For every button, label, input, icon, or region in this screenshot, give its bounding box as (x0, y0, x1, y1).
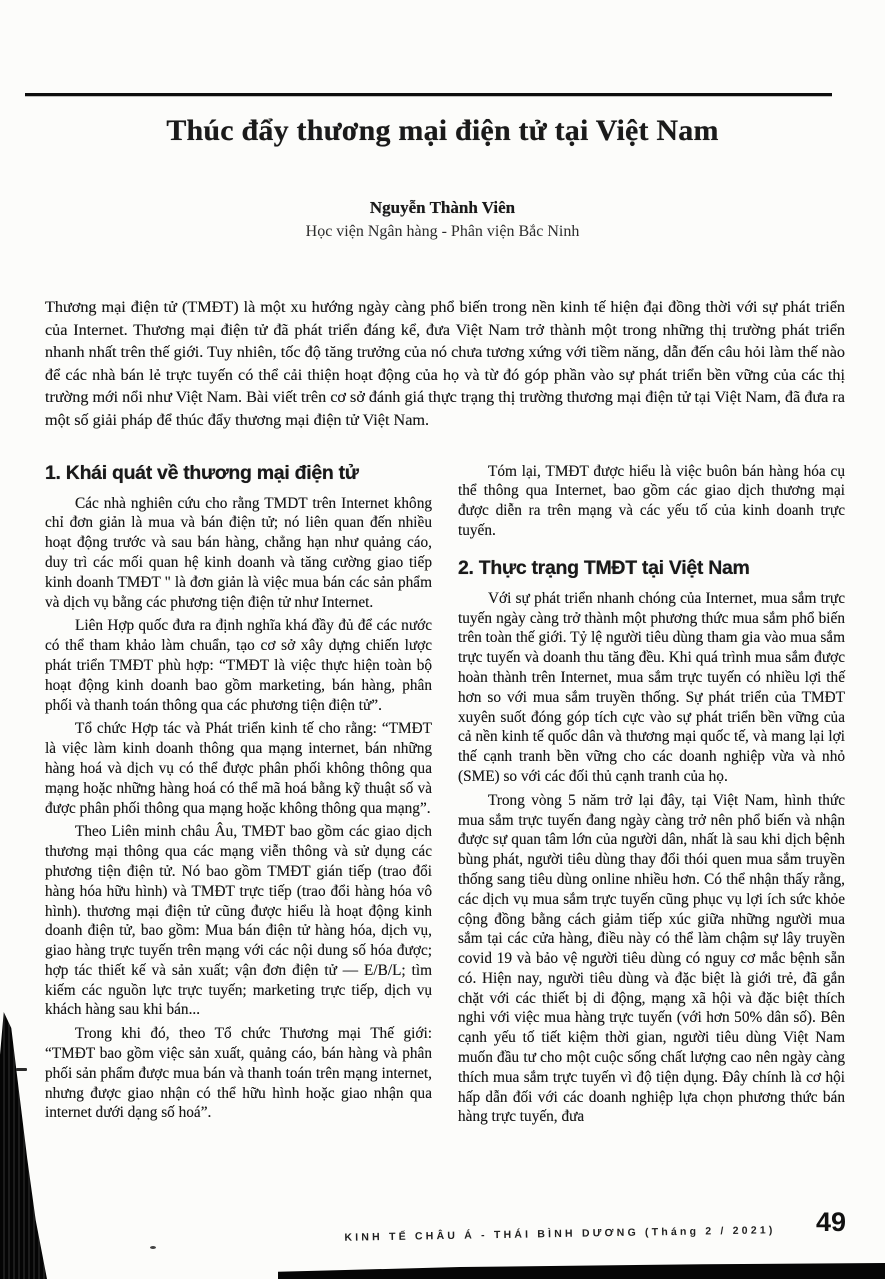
right-column (458, 462, 845, 1132)
section-1-heading: 1. Khái quát về thương mại điện tử (45, 461, 359, 484)
scan-artifact-left-shadow (0, 1012, 47, 1279)
scan-artifact-bottom-bar (278, 1263, 885, 1279)
scan-artifact-dash (16, 1068, 27, 1071)
section-1-paragraph: Các nhà nghiên cứu cho rằng TMDT trên Internet không chỉ đơn giản là mua và bán điện tử; nó liên quan đến nhiều hoạt động trước và sau bán hàng, chẳng hạn như quảng cáo, duy trì các mối quan hệ kinh doanh và tăng cường giao tiếp kinh doanh TMĐT " là đơn giản là việc mua bán các sản phẩm và dịch vụ bằng các phương tiện điện tử như Internet. (45, 494, 432, 611)
section-1-paragraph: Trong khi đó, theo Tổ chức Thương mại Thế giới: “TMĐT bao gồm việc sản xuất, quảng cáo, bán hàng và phân phối sản phẩm được mua bán và thanh toán trên mạng internet, nhưng được giao nhận có thể hữu hình hoặc giao nhận qua internet dưới dạng số hoá”. (45, 1025, 432, 1122)
section-2-paragraph: Trong vòng 5 năm trở lại đây, tại Việt Nam, hình thức mua sắm trực tuyến đang ngày càng trở nên phổ biến và nhận được sự quan tâm lớn của người dân, nhất là sau khi dịch bệnh bùng phát, người tiêu dùng thay đổi thói quen mua sắm truyền thống sang tiêu dùng online nhiều hơn. Có thể nhận thấy rằng, các dịch vụ mua sắm trực tuyến cũng phục vụ lợi ích sức khỏe cộng đồng bằng cách giảm tiếp xúc giữa những người mua sắm tại các cửa hàng, điều này có thể làm chậm sự lây truyền covid 19 và bảo vệ người tiêu dùng có nguy cơ mắc bệnh sẵn có. Hiện nay, người tiêu dùng và đặc biệt là giới trẻ, đã gắn chặt với các thiết bị di động, mạng xã hội và đặc biệt thích nghi với việc mua hàng trực tuyến (với hơn 50% dân số). Bên cạnh yếu tố tiết kiệm thời gian, người tiêu dùng Việt Nam muốn đầu tư cho một cuộc sống chất lượng cao nên ngày càng thích mua sắm trực tuyến vì độ tiện dụng. Đây chính là cơ hội hấp dẫn đối với các doanh nghiệp lựa chọn phương thức bán hàng trực tuyến, đưa (458, 791, 845, 1126)
section-2-heading: 2. Thực trạng TMĐT tại Việt Nam (458, 556, 750, 579)
scan-artifact-dot (150, 1246, 156, 1249)
section-1-paragraph: Liên Hợp quốc đưa ra định nghĩa khá đầy đủ để các nước có thể tham khảo làm chuẩn, tạo cơ sở xây dựng chiến lược phát triển TMĐT phù hợp: “TMĐT là việc thực hiện toàn bộ hoạt động kinh doanh bao gồm marketing, bán hàng, phân phối và thanh toán thông qua các phương tiện điện tử”. (45, 617, 432, 714)
author-name: Nguyễn Thành Viên (369, 198, 516, 217)
section-1-paragraph: Tóm lại, TMĐT được hiểu là việc buôn bán hàng hóa cụ thể thông qua Internet, bao gồm các giao dịch thương mại được diễn ra trên mạng và các yếu tố của kinh doanh trực tuyến. (458, 462, 845, 539)
section-1-paragraph: Tổ chức Hợp tác và Phát triển kinh tế cho rằng: “TMĐT là việc làm kinh doanh thông qua mạng internet, bán những hàng hoá và dịch vụ có thể được phân phối không thông qua mạng hoặc những hàng hoá có thể mã hoá bằng kỹ thuật số và được phân phối thông qua mạng hoặc không thông qua mạng”. (45, 720, 432, 817)
article-title: Thúc đẩy thương mại điện tử tại Việt Nam (166, 114, 719, 147)
two-column-body (45, 462, 845, 1132)
abstract: Thương mại điện tử (TMĐT) là một xu hướng ngày càng phổ biến trong nền kinh tế hiện đại đồng thời với sự phát triển của Internet. Thương mại điện tử đã phát triển đáng kể, đưa Việt Nam trở thành một trong những thị trường phát triển nhanh nhất trên thế giới. Tuy nhiên, tốc độ tăng trưởng của nó chưa tương xứng với tiềm năng, dẫn đến câu hỏi làm thế nào để các nhà bán lẻ trực tuyến có thể cải thiện hoạt động của họ và từ đó góp phần vào sự phát triển bền vững của các thị trường mới nổi như Việt Nam. Bài viết trên cơ sở đánh giá thực trạng thị trường thương mại điện tử tại Việt Nam, đã đưa ra một số giải pháp để thúc đẩy thương mại điện tử Việt Nam. (45, 298, 845, 429)
footer-journal-name: KINH TẾ CHÂU Á - THÁI BÌNH DƯƠNG (Tháng 2 / 2021) (344, 1224, 776, 1244)
section-1-paragraph: Theo Liên minh châu Âu, TMĐT bao gồm các giao dịch thương mại thông qua các mạng viễn thông và sử dụng các phương tiện điện tử. Nó bao gồm TMĐT gián tiếp (trao đổi hàng hóa hữu hình) và TMĐT trực tiếp (trao đổi hàng hóa vô hình). thương mại điện tử cũng được hiểu là hoạt động kinh doanh điện tử, bao gồm: Mua bán điện tử hàng hóa, dịch vụ, giao hàng trực tuyến trên mạng với các nội dung số hóa được; hợp tác thiết kế và sản xuất; vận đơn điện tử — E/B/L; tìm kiếm các nguồn lực trực tuyến; marketing trực tiếp, dịch vụ khách hàng sau khi bán... (45, 823, 432, 1019)
header-rule (25, 93, 832, 96)
section-2-paragraph: Với sự phát triển nhanh chóng của Internet, mua sắm trực tuyến ngày càng trở thành một phương thức mua sắm phổ biến trên toàn thế giới. Tỷ lệ người tiêu dùng tham gia vào mua sắm trực tuyến và doanh thu tăng đều. Khi quá trình mua sắm được hoàn thành trên Internet, mua sắm trực tuyến có nhiều lợi thế hơn so với mua sắm truyền thống. Sự phát triển của TMĐT xuyên suốt đóng góp tích cực vào sự phát triển bền vững của cả nền kinh tế quốc dân và thương mại quốc tế, và mang lại lợi thế cạnh tranh bền vững cho các doanh nghiệp vừa và nhỏ (SME) so với các đối thủ cạnh tranh của họ. (458, 589, 845, 785)
left-column (45, 462, 432, 1132)
author-affiliation: Học viện Ngân hàng - Phân viện Bắc Ninh (305, 223, 580, 240)
page-number: 49 (816, 1207, 847, 1237)
